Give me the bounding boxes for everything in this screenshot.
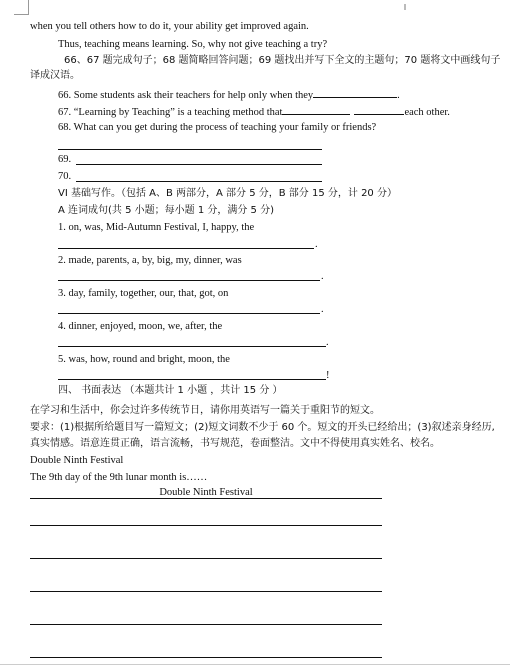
essay-opening: The 9th day of the 9th lunar month is…… bbox=[30, 472, 208, 483]
writing-line[interactable] bbox=[30, 657, 382, 658]
answer-line[interactable] bbox=[58, 379, 326, 380]
punctuation: . bbox=[326, 337, 329, 348]
punctuation: ! bbox=[326, 370, 330, 381]
writing-prompt: 在学习和生活中，你会过许多传统节日，请你用英语写一篇关于重阳节的短文。 bbox=[30, 405, 380, 416]
punctuation: . bbox=[315, 239, 318, 250]
writing-line[interactable] bbox=[30, 591, 382, 592]
question-tail: each other. bbox=[404, 107, 450, 118]
sentence-prompt: 5. was, how, round and bright, moon, the bbox=[58, 354, 230, 365]
writing-line[interactable] bbox=[30, 498, 382, 499]
question-70-label: 70. bbox=[58, 171, 72, 182]
question-text: 67. “Learning by Teaching” is a teaching method that bbox=[58, 107, 283, 118]
passage-line: when you tell others how to do it, your ability get improved again. bbox=[30, 21, 309, 32]
answer-line[interactable] bbox=[58, 313, 320, 314]
essay-title: Double Ninth Festival bbox=[159, 487, 253, 498]
answer-line[interactable] bbox=[76, 181, 322, 182]
punctuation: . bbox=[321, 271, 324, 282]
answer-line[interactable] bbox=[58, 346, 326, 347]
question-67 bbox=[58, 104, 450, 119]
writing-line[interactable] bbox=[30, 525, 382, 526]
writing-line[interactable] bbox=[30, 558, 382, 559]
question-69-label: 69. bbox=[58, 154, 72, 165]
essay-heading: Double Ninth Festival bbox=[30, 455, 124, 466]
section-title: 四、 书面表达 （本题共计 1 小题 ，共计 15 分 ） bbox=[58, 385, 283, 396]
page-bottom-edge bbox=[0, 664, 510, 665]
punctuation: . bbox=[397, 90, 400, 101]
ruler-tick bbox=[404, 4, 406, 10]
instructions-text: 66、67 题完成句子；68 题简略回答问题；69 题找出并写下全文的主题句；70 题将文中画线句子 bbox=[64, 55, 501, 66]
answer-blank[interactable] bbox=[354, 104, 404, 115]
answer-blank[interactable] bbox=[282, 104, 350, 115]
corner-mark bbox=[14, 0, 29, 15]
sentence-prompt: 3. day, family, together, our, that, got, on bbox=[58, 288, 229, 299]
writing-requirements: 要求：(1)根据所给题目写一篇短文；(2)短文词数不少于 60 个。短文的开头已经给出；(3)叙述亲身经历, bbox=[30, 422, 495, 433]
answer-line[interactable] bbox=[58, 280, 320, 281]
instructions-text: 译成汉语。 bbox=[30, 70, 80, 81]
answer-line[interactable] bbox=[58, 248, 314, 249]
answer-blank[interactable] bbox=[313, 87, 397, 98]
question-66 bbox=[58, 87, 400, 102]
section-subtitle: A 连词成句(共 5 小题；每小题 1 分，满分 5 分) bbox=[58, 205, 274, 216]
section-title: VI 基础写作。（包括 A、B 两部分，A 部分 5 分，B 部分 15 分，计 20 分） bbox=[58, 188, 397, 199]
punctuation: . bbox=[321, 304, 324, 315]
sentence-prompt: 2. made, parents, a, by, big, my, dinner, was bbox=[58, 255, 242, 266]
writing-requirements: 真实情感。语意连贯正确，语言流畅，书写规范，卷面整洁。文中不得使用真实姓名、校名。 bbox=[30, 438, 440, 449]
answer-line[interactable] bbox=[58, 149, 322, 150]
passage-line: Thus, teaching means learning. So, why not give teaching a try? bbox=[58, 39, 328, 50]
sentence-prompt: 1. on, was, Mid-Autumn Festival, I, happy, the bbox=[58, 222, 255, 233]
question-68: 68. What can you get during the process of teaching your family or friends? bbox=[58, 122, 377, 133]
answer-line[interactable] bbox=[76, 164, 322, 165]
writing-line[interactable] bbox=[30, 624, 382, 625]
sentence-prompt: 4. dinner, enjoyed, moon, we, after, the bbox=[58, 321, 223, 332]
question-text: 66. Some students ask their teachers for help only when they bbox=[58, 90, 314, 101]
